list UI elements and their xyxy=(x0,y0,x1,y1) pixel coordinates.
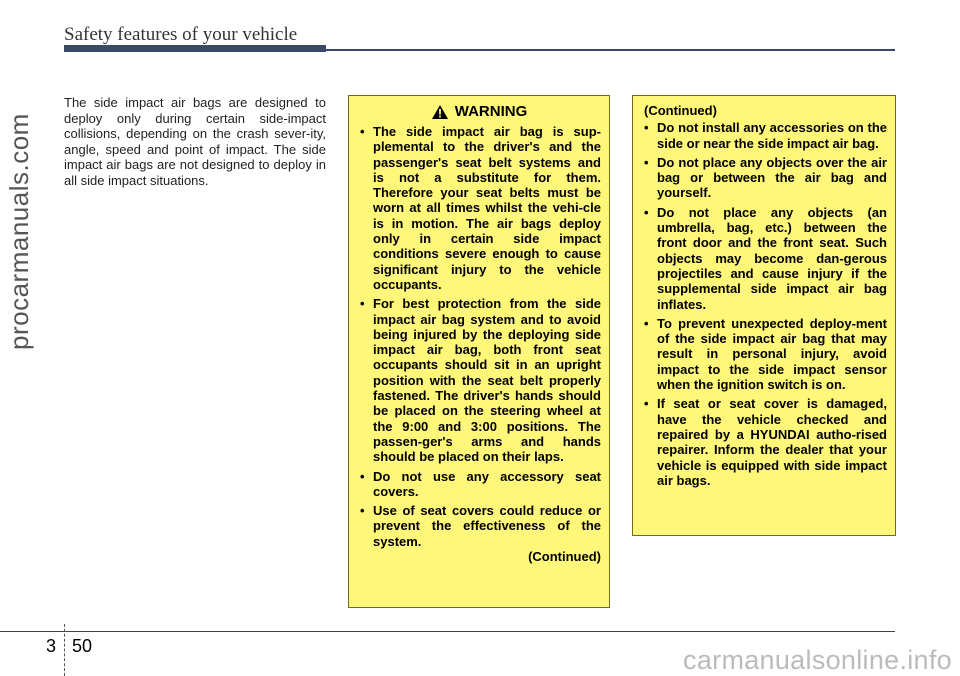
warning-box-left xyxy=(348,95,610,608)
footer-divider xyxy=(64,624,65,676)
warning-heading xyxy=(357,104,601,120)
warning-triangle-icon xyxy=(431,104,449,120)
chapter-number: 3 xyxy=(46,636,57,656)
header-bar xyxy=(64,45,326,52)
warning-bullet: • For best protection from the side impact air bag system and to avoid being injured by the deploying side impact air bag, both front seat occupants should sit in an upright position with the seat belt properly fastened. The driver's hands should be placed on the steering wheel at the 9:00 and 3:00 positions. The passen-ger's arms and hands should be placed on their laps. xyxy=(357,296,601,464)
warning-bullet: • If seat or seat cover is damaged, have the vehicle checked and repaired by a HYUNDAI autho-rised repairer. Inform the dealer that your vehicle is equipped with side impact air bags. xyxy=(641,396,887,488)
warning-heading-text: WARNING xyxy=(454,103,528,121)
intro-paragraph: The side impact air bags are designed to deploy only during certain side-impact collisions, depending on the crash sever-ity, angle, speed and point of impact. The side impact air bags are not designed to deploy in all side impact situations. xyxy=(64,95,326,188)
footer-rule xyxy=(0,631,895,632)
page-number: 50 xyxy=(72,636,93,656)
warning-list-right xyxy=(641,120,887,488)
warning-bullet: • Use of seat covers could reduce or prevent the effectiveness of the system. xyxy=(357,503,601,549)
bottom-watermark: carmanualsonline.info xyxy=(683,645,952,675)
warning-box-right xyxy=(632,95,896,536)
warning-bullet: • Do not use any accessory seat covers. xyxy=(357,469,601,500)
warning-bullet: • Do not place any objects (an umbrella, bag, etc.) between the front door and the front seat. Such objects may become dan-gerous projectiles and cause injury if the supplemental side impact air bag inflates. xyxy=(641,205,887,312)
warning-bullet: • The side impact air bag is sup-plemental to the driver's and the passenger's seat belt systems and is not a substitute for them. Therefore your seat belts must be worn at all times whilst the vehi-cle is in motion. The air bags deploy only in certain side impact conditions severe enough to cause significant injury to the vehicle occupants. xyxy=(357,124,601,292)
page-header-title: Safety features of your vehicle xyxy=(64,24,298,45)
warning-bullet: • To prevent unexpected deploy-ment of the side impact air bag that may result in personal injury, avoid impact to the side impact sensor when the ignition switch is on. xyxy=(641,316,887,392)
continued-label: (Continued) xyxy=(528,549,601,565)
warning-bullet: • Do not install any accessories on the side or near the side impact air bag. xyxy=(641,120,887,151)
continued-heading: (Continued) xyxy=(644,103,717,118)
header-rule xyxy=(326,49,895,51)
side-watermark: procarmanuals.com xyxy=(4,113,34,350)
warning-list-left xyxy=(357,124,601,549)
warning-bullet: • Do not place any objects over the air bag or between the air bag and yourself. xyxy=(641,155,887,201)
